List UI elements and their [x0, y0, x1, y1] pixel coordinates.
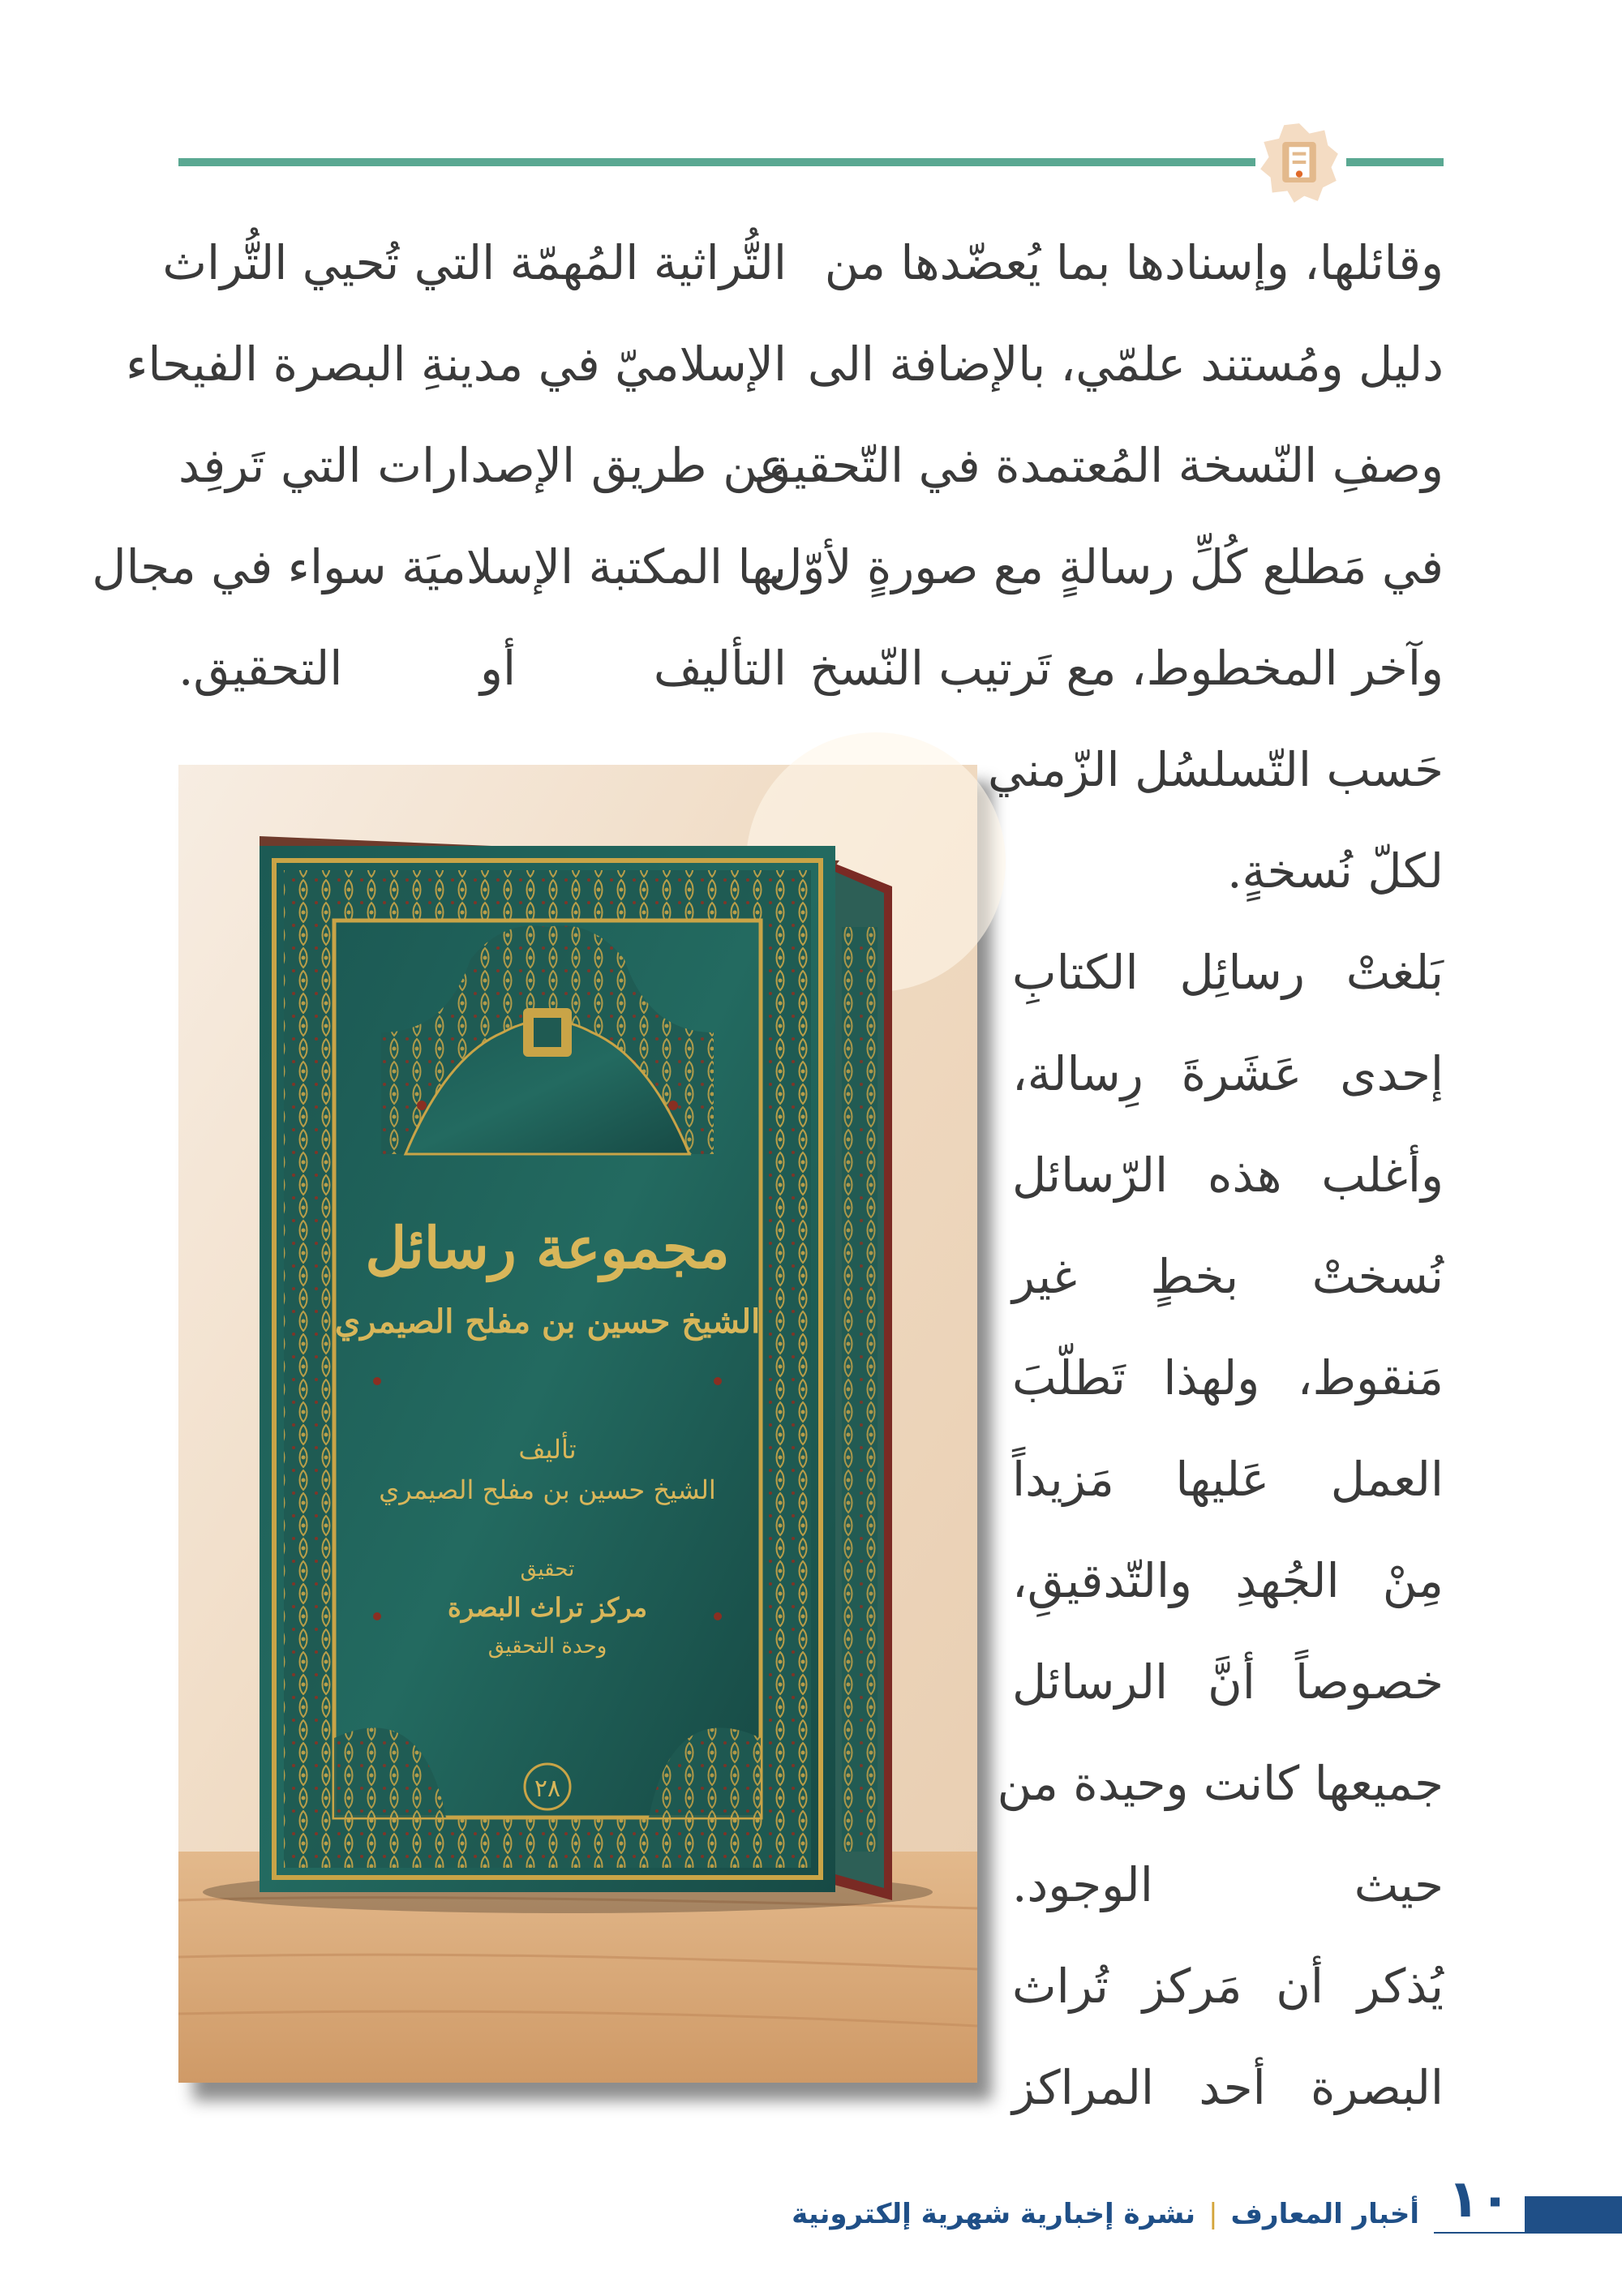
text-line: دليل ومُستند علمّي، بالإضافة الى: [807, 337, 1444, 392]
publication-tagline: نشرة إخبارية شهرية إلكترونية: [792, 2198, 1196, 2230]
text-line: مَنقوط، ولهذا تَطلّبَ: [1012, 1350, 1444, 1405]
article-column-right-top: [754, 212, 1444, 719]
footer-publication: [792, 2190, 1419, 2238]
text-line: الإسلاميّ في مدينةِ البصرة الفيحاء: [126, 337, 787, 392]
text-line: بَلغتْ رسائِل الكتابِ: [1012, 945, 1444, 1000]
cover-author-label: تأليف: [518, 1434, 577, 1465]
cover-author: الشيخ حسين بن مفلح الصيمري: [379, 1474, 716, 1505]
book-cover-photo: [178, 765, 977, 2083]
logo-emblem-icon: [1257, 120, 1341, 204]
text-line: التُّراثية المُهمّة التي تُحيي التُّراث: [162, 235, 787, 290]
text-line: حيث الوجود.: [1012, 1857, 1444, 1912]
cover-editor-line1: مركز تراث البصرة: [447, 1592, 648, 1623]
text-line: خصوصاً أنَّ الرسائل: [1012, 1654, 1444, 1710]
cover-editor-label: تحقيق: [520, 1557, 575, 1581]
text-line: لكلّ نُسخةٍ.: [1227, 843, 1444, 899]
header-rule: [178, 158, 1255, 166]
cover-editor-line2: وحدة التحقيق: [487, 1634, 607, 1659]
text-line: حَسب التّسلسُل الزّمني: [987, 742, 1444, 797]
cover-volume-number: ٢٨: [534, 1775, 561, 1803]
text-line: البصرة أحد المراكز: [1012, 2060, 1444, 2115]
text-line: جميعها كانت وحيدة من: [997, 1756, 1444, 1811]
page-number: ١٠: [1434, 2167, 1525, 2232]
text-line: وأغلب هذه الرّسائل: [1012, 1148, 1444, 1203]
publication-name: أخبار المعارف: [1230, 2198, 1419, 2230]
article-column-left: [92, 212, 787, 719]
footer-separator: |: [1208, 2198, 1218, 2230]
text-line: العمل عَليها مَزيداً: [1012, 1452, 1444, 1507]
text-line: عن طريق الإصدارات التي تَرفِد: [178, 438, 787, 493]
cover-title: مجموعة رسائل: [365, 1214, 730, 1281]
text-line: إحدى عَشَرةَ رِسالة،: [1012, 1046, 1444, 1101]
article-column-right-bottom: [987, 719, 1444, 2139]
text-line: وصفِ النّسخة المُعتمدة في التّحقيق: [754, 438, 1444, 493]
text-line: في مَطلع كُلِّ رسالةٍ مع صورةٍ لأوّل: [768, 539, 1444, 594]
text-line: وقائلها، وإسنادها بما يُعضّدها من: [824, 235, 1444, 290]
cover-subtitle: الشيخ حسين بن مفلح الصيمري: [334, 1302, 761, 1341]
text-line: وآخر المخطوط، مع تَرتيب النّسخ: [809, 641, 1444, 696]
text-line: التأليف أو التحقيق.: [178, 641, 787, 696]
header-rule-end: [1346, 158, 1444, 166]
text-line: مِنْ الجُهدِ والتّدقيقِ،: [1012, 1553, 1444, 1608]
text-line: بها المكتبة الإسلاميَة سواء في مجال: [92, 539, 787, 594]
text-line: نُسختْ بخطٍ غير: [1012, 1249, 1444, 1304]
text-line: يُذكر أن مَركز تُراث: [1012, 1959, 1444, 2014]
